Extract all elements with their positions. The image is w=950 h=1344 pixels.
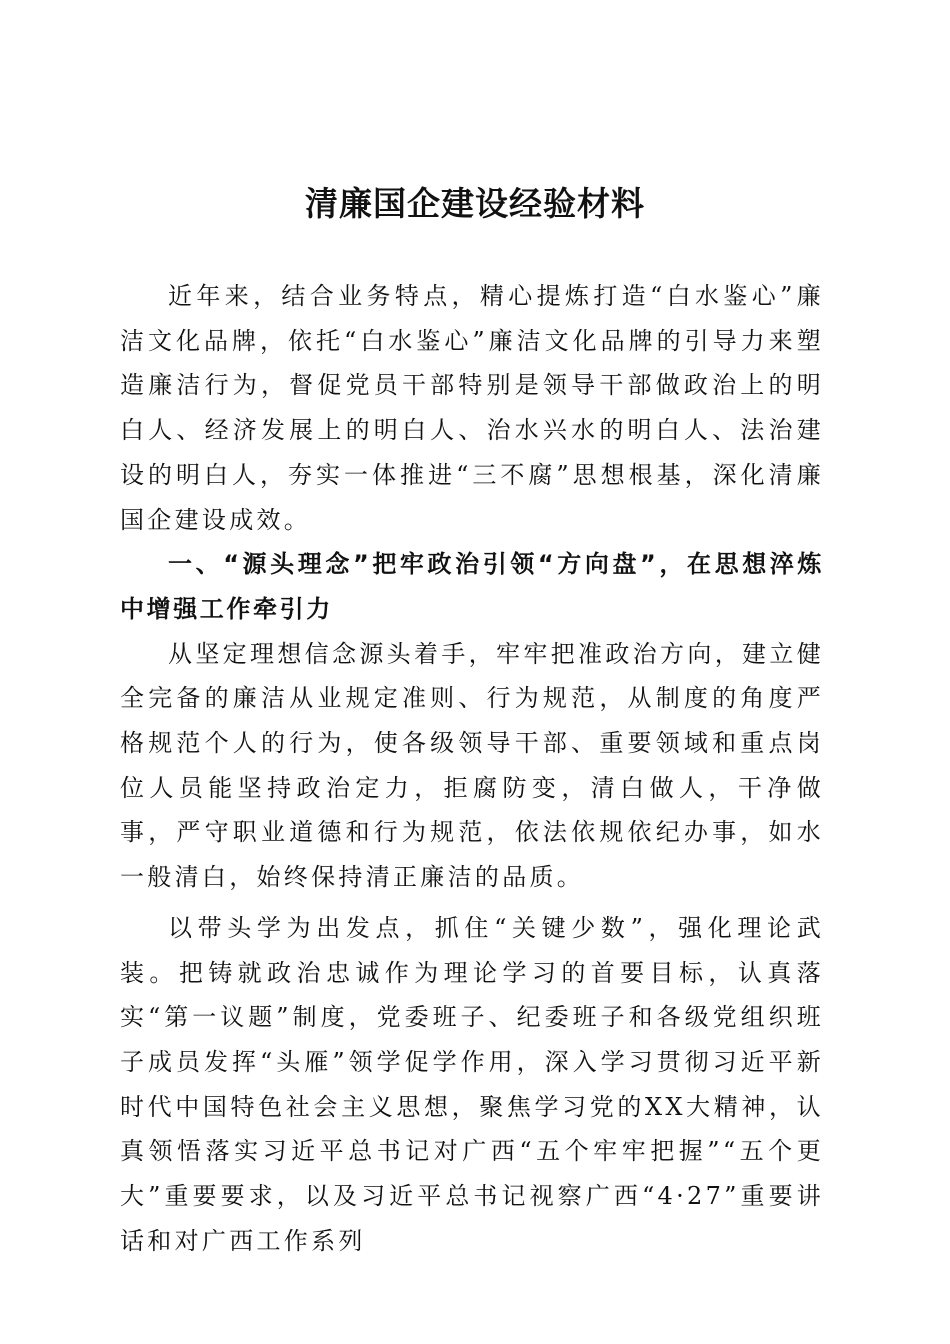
paragraph-intro: 近年来，结合业务特点，精心提炼打造“白水鉴心”廉洁文化品牌，依托“白水鉴心”廉洁文化品牌的引导力来塑造廉洁行为，督促党员干部特别是领导干部做政治上的明白人、经济发展上的明白人、治水兴水的明白人、法治建设的明白人，夯实一体推进“三不腐”思想根基，深化清廉国企建设成效。	[120, 282, 824, 534]
section-heading-1: 一、“源头理念”把牢政治引领“方向盘”，在思想淬炼中增强工作牵引力	[120, 550, 824, 623]
paragraph-section-1-b: 以带头学为出发点，抓住“关键少数”，强化理论武装。把铸就政治忠诚作为理论学习的首要目标，认真落实“第一议题”制度，党委班子、纪委班子和各级党组织班子成员发挥“头雁”领学促学作用，深入学习贯彻习近平新时代中国特色社会主义思想，聚焦学习党的XX大精神，认真领悟落实习近平总书记对广西“五个牢牢把握”“五个更大”重要要求，以及习近平总书记视察广西“4·27”重要讲话和对广西工作系列	[120, 913, 824, 1255]
paragraph-section-1-a: 从坚定理想信念源头着手，牢牢把准政治方向，建立健全完备的廉洁从业规定准则、行为规范，从制度的角度严格规范个人的行为，使各级领导干部、重要领域和重点岗位人员能坚持政治定力，拒腐防变，清白做人，干净做事，严守职业道德和行为规范，依法依规依纪办事，如水一般清白，始终保持清正廉洁的品质。	[120, 639, 824, 892]
document-title: 清廉国企建设经验材料	[305, 184, 645, 223]
document-body	[120, 274, 824, 1263]
